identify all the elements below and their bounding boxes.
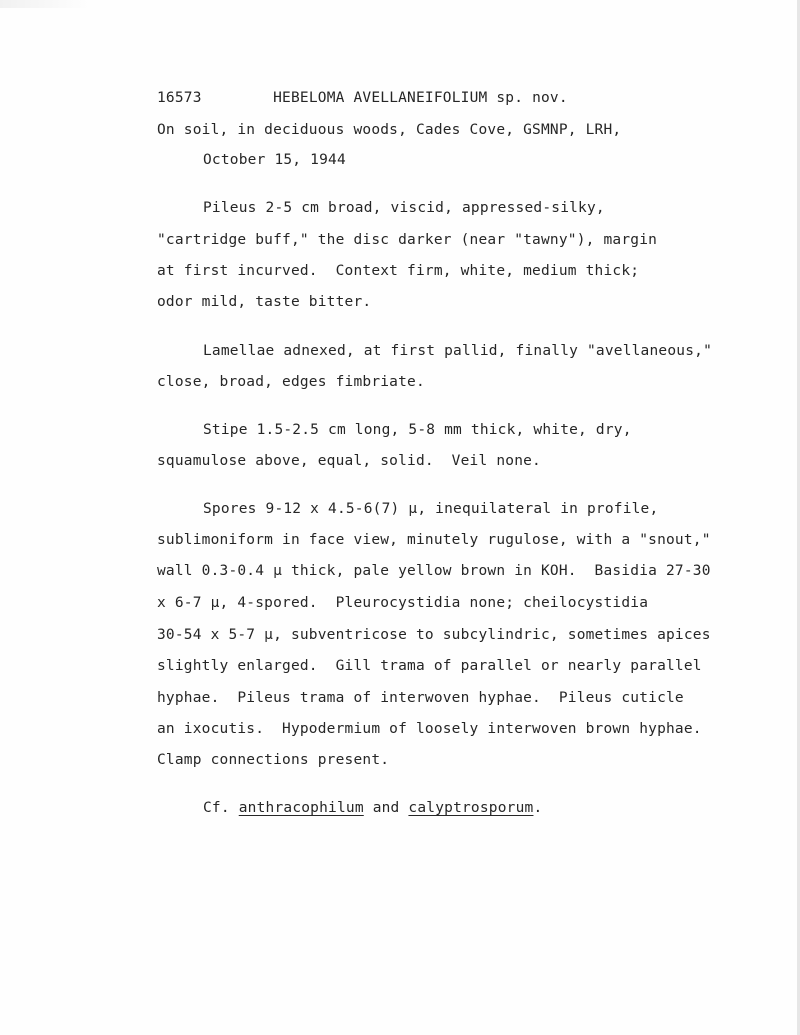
- comparison-line: [203, 798, 542, 818]
- pileus-line-3: at first incurved. Context firm, white, medium thick;: [157, 263, 640, 279]
- micro-line-6: slightly enlarged. Gill trama of parallel or nearly parallel: [157, 658, 702, 674]
- species-title: HEBELOMA AVELLANEIFOLIUM sp. nov.: [273, 90, 568, 106]
- lamellae-line-2: close, broad, edges fimbriate.: [157, 374, 425, 390]
- micro-line-5: 30-54 x 5-7 μ, subventricose to subcylindric, sometimes apices: [157, 627, 711, 643]
- micro-line-7: hyphae. Pileus trama of interwoven hyphae. Pileus cuticle: [157, 690, 684, 706]
- comparison-connector: and: [363, 800, 409, 816]
- micro-line-3: wall 0.3-0.4 μ thick, pale yellow brown in KOH. Basidia 27-30: [157, 563, 711, 579]
- stipe-line-1: Stipe 1.5-2.5 cm long, 5-8 mm thick, white, dry,: [203, 422, 632, 438]
- collection-date: October 15, 1944: [203, 152, 346, 168]
- pileus-line-4: odor mild, taste bitter.: [157, 294, 372, 310]
- stipe-line-2: squamulose above, equal, solid. Veil none.: [157, 453, 541, 469]
- scan-smudge: [0, 0, 90, 8]
- pileus-line-2: "cartridge buff," the disc darker (near "tawny"), margin: [157, 232, 658, 248]
- specimen-number: 16573: [157, 90, 202, 106]
- micro-line-1: Spores 9-12 x 4.5-6(7) μ, inequilateral in profile,: [203, 501, 659, 517]
- lamellae-line-1: Lamellae adnexed, at first pallid, finally "avellaneous,": [203, 343, 712, 359]
- pileus-line-1: Pileus 2-5 cm broad, viscid, appressed-silky,: [203, 200, 605, 216]
- micro-line-4: x 6-7 μ, 4-spored. Pleurocystidia none; cheilocystidia: [157, 595, 649, 611]
- comparison-prefix: Cf.: [203, 800, 239, 816]
- collection-line-1: On soil, in deciduous woods, Cades Cove, GSMNP, LRH,: [157, 122, 622, 138]
- micro-line-8: an ixocutis. Hypodermium of loosely interwoven brown hyphae.: [157, 721, 702, 737]
- micro-line-2: sublimoniform in face view, minutely rugulose, with a "snout,": [157, 532, 711, 548]
- comparison-suffix: .: [533, 800, 543, 816]
- species-calyptrosporum: calyptrosporum: [408, 800, 534, 816]
- species-anthracophilum: anthracophilum: [238, 800, 364, 816]
- micro-line-9: Clamp connections present.: [157, 752, 390, 768]
- specimen-header: [157, 88, 568, 108]
